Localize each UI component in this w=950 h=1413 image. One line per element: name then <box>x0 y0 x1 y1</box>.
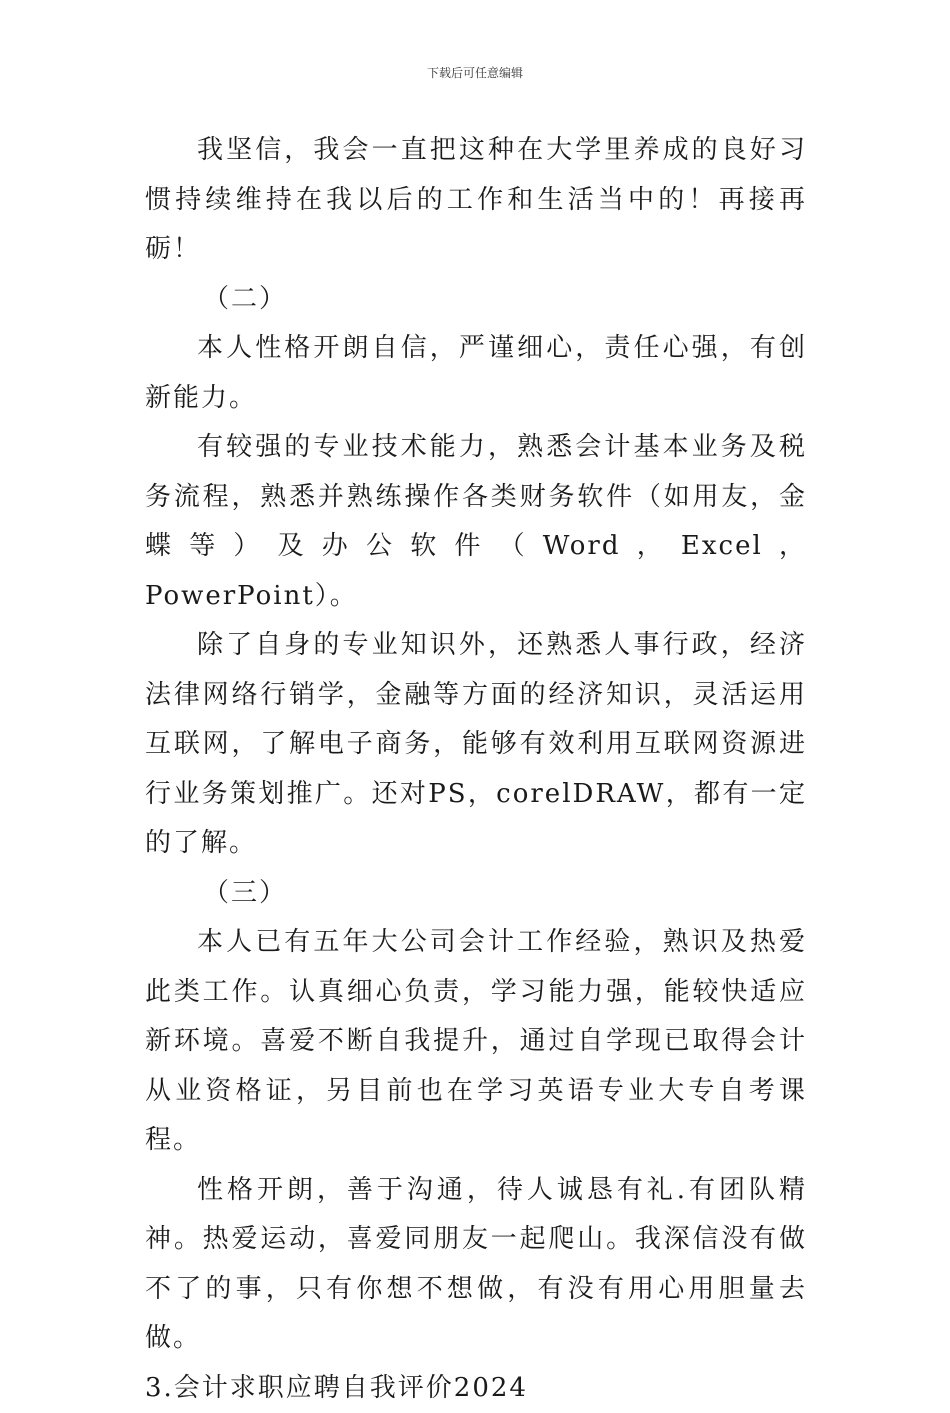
section-3-marker: （三） <box>145 869 807 919</box>
paragraph-2: 本人性格开朗自信，严谨细心，责任心强，有创新能力。 <box>145 324 807 423</box>
paragraph-4: 除了自身的专业知识外，还熟悉人事行政，经济法律网络行销学，金融等方面的经济知识，灵活运用互联网，了解电子商务，能够有效利用互联网资源进行业务策划推广。还对PS，corelDRAW，都有一定的了解。 <box>145 621 807 869</box>
paragraph-5: 本人已有五年大公司会计工作经验，熟识及热爱此类工作。认真细心负责，学习能力强，能较快适应新环境。喜爱不断自我提升，通过自学现已取得会计从业资格证，另目前也在学习英语专业大专自考课程。 <box>145 918 807 1166</box>
paragraph-6: 性格开朗，善于沟通，待人诚恳有礼.有团队精神。热爱运动，喜爱同朋友一起爬山。我深信没有做不了的事，只有你想不想做，有没有用心用胆量去做。 <box>145 1166 807 1364</box>
section-2-marker: （二） <box>145 275 807 325</box>
document-body <box>145 126 807 1413</box>
section-heading-3: 3.会计求职应聘自我评价2024 <box>145 1364 807 1413</box>
paragraph-3: 有较强的专业技术能力，熟悉会计基本业务及税务流程，熟悉并熟练操作各类财务软件（如用友，金蝶等）及办公软件（Word，Excel，PowerPoint）。 <box>145 423 807 621</box>
paragraph-1: 我坚信，我会一直把这种在大学里养成的良好习惯持续维持在我以后的工作和生活当中的！再接再砺！ <box>145 126 807 275</box>
page-header-note: 下载后可任意编辑 <box>0 64 950 81</box>
